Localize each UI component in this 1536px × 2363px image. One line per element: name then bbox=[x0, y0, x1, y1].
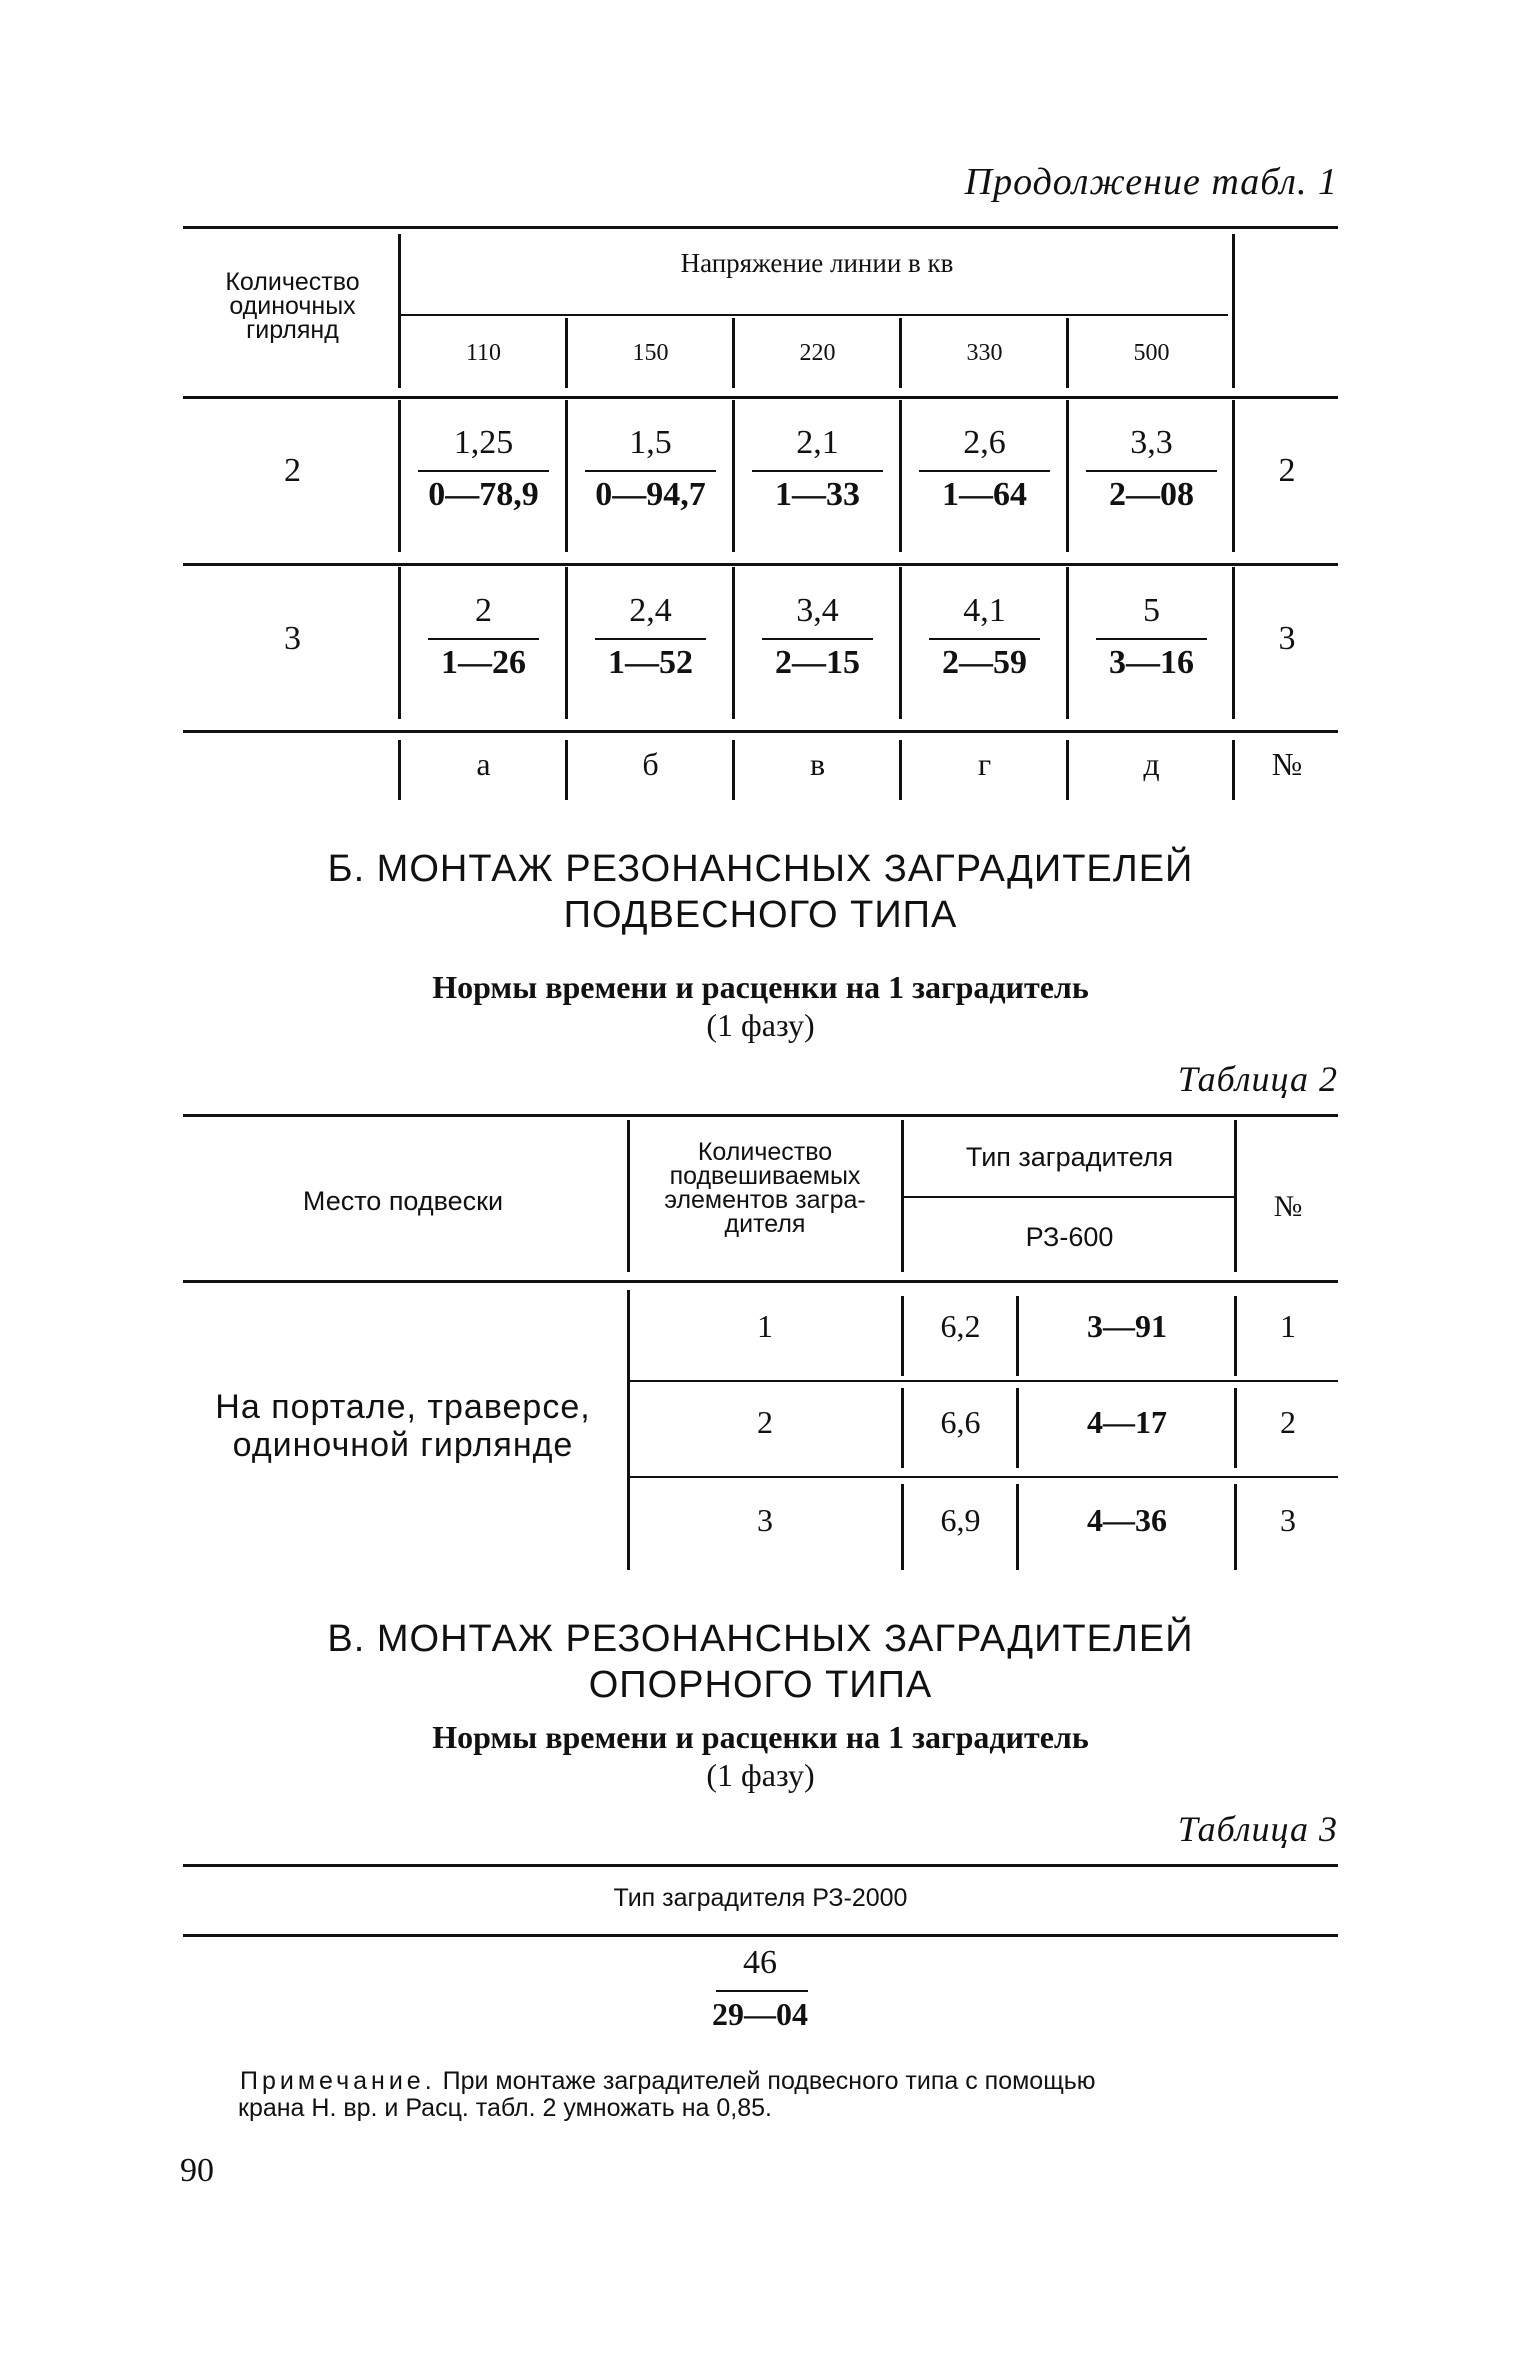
table1-letter-b: б bbox=[642, 746, 659, 782]
page-number: 90 bbox=[180, 2152, 214, 2189]
table2-col-count: Количество подвешиваемых элементов загра- дителя bbox=[664, 1138, 866, 1238]
table1-letter-d: д bbox=[1143, 746, 1160, 782]
table2-row2-norm: 6,6 bbox=[940, 1404, 981, 1440]
sectionB-subtitle: Нормы времени и расценки на 1 заградитель (1 фазу) bbox=[432, 969, 1089, 1043]
table2-vrule bbox=[901, 1120, 904, 1272]
note bbox=[240, 2068, 1340, 2121]
table2-vrule bbox=[1016, 1388, 1019, 1468]
table1-vrule bbox=[1232, 567, 1235, 719]
table1-vrule bbox=[899, 740, 902, 800]
table1-r2c5-rate: 3—16 bbox=[1109, 644, 1194, 681]
table1-vrule bbox=[1066, 567, 1069, 719]
table2-row3-norm: 6,9 bbox=[940, 1502, 981, 1538]
table1-num-label: № bbox=[1271, 746, 1303, 782]
table1-row-rule bbox=[183, 563, 1338, 566]
table2-row3-rate: 4—36 bbox=[1087, 1502, 1167, 1538]
table1-vrule bbox=[398, 234, 401, 388]
table2-vrule bbox=[627, 1290, 630, 1570]
table2-vrule bbox=[1016, 1484, 1019, 1570]
table1-voltage-150: 150 bbox=[632, 340, 669, 366]
table2-vrule bbox=[1234, 1484, 1237, 1570]
table1-header-rule bbox=[183, 396, 1338, 399]
table1-row2-count: 3 bbox=[284, 620, 301, 657]
table1-r2c1-rate: 1—26 bbox=[441, 644, 526, 681]
table1-vrule bbox=[1066, 740, 1069, 800]
table2-vrule bbox=[1234, 1296, 1237, 1376]
table2-vrule bbox=[1016, 1296, 1019, 1376]
table2-label: Таблица 2 bbox=[1177, 1059, 1338, 1099]
table2-header-rule bbox=[183, 1280, 1338, 1283]
table1-r2c4-rate: 2—59 bbox=[942, 644, 1027, 681]
table3-header: Тип заградителя РЗ-2000 bbox=[613, 1884, 908, 1912]
table1-vrule bbox=[732, 740, 735, 800]
table1-vrule bbox=[1066, 318, 1069, 388]
table2-vrule bbox=[901, 1296, 904, 1376]
table1-vrule bbox=[565, 567, 568, 719]
table1-r2c1-norm: 2 bbox=[475, 592, 492, 629]
table1-r1c5-norm: 3,3 bbox=[1130, 424, 1173, 461]
sectionV-title: В. МОНТАЖ РЕЗОНАНСНЫХ ЗАГРАДИТЕЛЕЙ ОПОРНОГО ТИПА bbox=[327, 1618, 1194, 1706]
table1-fraction-bar bbox=[428, 638, 539, 640]
note-label: Примечание. bbox=[240, 2067, 436, 2095]
table1-row2-num: 3 bbox=[1278, 620, 1296, 657]
continuation-label: Продолжение табл. 1 bbox=[964, 161, 1338, 203]
table2-row1-norm: 6,2 bbox=[940, 1308, 981, 1344]
table1-vrule bbox=[398, 400, 401, 552]
table3-norm: 46 bbox=[743, 1944, 777, 1981]
table1-r2c4-norm: 4,1 bbox=[963, 592, 1006, 629]
table2-row1-rate: 3—91 bbox=[1087, 1308, 1167, 1344]
table1-vrule bbox=[899, 567, 902, 719]
table2-row-rule bbox=[630, 1380, 1338, 1382]
table1-letter-g: г bbox=[977, 746, 992, 782]
table2-vrule bbox=[627, 1120, 630, 1272]
table2-row1-num: 1 bbox=[1280, 1308, 1296, 1344]
table1-fraction-bar bbox=[919, 470, 1050, 472]
table2-place: На портале, траверсе, одиночной гирлянде bbox=[215, 1388, 591, 1464]
table2-top-rule bbox=[183, 1114, 1338, 1117]
table2-row3-num: 3 bbox=[1280, 1502, 1296, 1538]
table1-letter-v: в bbox=[809, 746, 826, 782]
table1-voltage-header: Напряжение линии в кв bbox=[680, 248, 954, 278]
table2-vrule bbox=[1234, 1120, 1237, 1272]
table1-r1c2-rate: 0—94,7 bbox=[595, 476, 706, 513]
table1-voltage-110: 110 bbox=[465, 340, 502, 366]
table2-row2-num: 2 bbox=[1280, 1404, 1296, 1440]
table1-r2c2-rate: 1—52 bbox=[608, 644, 693, 681]
table1-voltage-220: 220 bbox=[799, 340, 836, 366]
table1-row1-count: 2 bbox=[284, 452, 301, 489]
table1-r2c3-norm: 3,4 bbox=[796, 592, 839, 629]
table2-col-type: Тип заградителя bbox=[965, 1142, 1174, 1172]
table3-fraction-bar bbox=[716, 1990, 808, 1992]
table1-subheader-rule bbox=[400, 314, 1228, 316]
table1-vrule bbox=[732, 318, 735, 388]
table1-vrule bbox=[732, 400, 735, 552]
table2-row2-rate: 4—17 bbox=[1087, 1404, 1167, 1440]
table3-header-rule bbox=[183, 1934, 1338, 1937]
table1-vrule bbox=[899, 400, 902, 552]
table1-vrule bbox=[565, 318, 568, 388]
table2-row3-count: 3 bbox=[757, 1502, 773, 1538]
table2-subheader-rule bbox=[904, 1196, 1234, 1198]
table1-fraction-bar bbox=[1086, 470, 1217, 472]
table1-fraction-bar bbox=[585, 470, 716, 472]
table1-vrule bbox=[565, 740, 568, 800]
table2-col-type-value: РЗ-600 bbox=[1025, 1222, 1114, 1252]
table1-r1c3-rate: 1—33 bbox=[775, 476, 860, 513]
table2-vrule bbox=[901, 1484, 904, 1570]
table1-r1c4-rate: 1—64 bbox=[942, 476, 1027, 513]
table1-fraction-bar bbox=[418, 470, 549, 472]
table1-r1c1-rate: 0—78,9 bbox=[428, 476, 539, 513]
table2-vrule bbox=[901, 1388, 904, 1468]
table2-row1-count: 1 bbox=[757, 1308, 773, 1344]
table1-r1c5-rate: 2—08 bbox=[1109, 476, 1194, 513]
table1-r1c2-norm: 1,5 bbox=[629, 424, 672, 461]
table2-row-rule bbox=[630, 1476, 1338, 1478]
table1-voltage-330: 330 bbox=[966, 340, 1003, 366]
table1-vrule bbox=[899, 318, 902, 388]
table1-fraction-bar bbox=[762, 638, 873, 640]
note-text-1: При монтаже заградителей подвесного типа с помощью bbox=[435, 2067, 1096, 2095]
table1-r2c2-norm: 2,4 bbox=[629, 592, 672, 629]
table2-col-place: Место подвески bbox=[302, 1186, 504, 1216]
table1-vrule bbox=[732, 567, 735, 719]
table1-r2c5-norm: 5 bbox=[1143, 592, 1160, 629]
table1-vrule bbox=[398, 567, 401, 719]
table1-r2c3-rate: 2—15 bbox=[775, 644, 860, 681]
table1-bottom-rule bbox=[183, 730, 1338, 733]
table2-vrule bbox=[1234, 1388, 1237, 1468]
table1-vrule bbox=[565, 400, 568, 552]
table1-top-rule bbox=[183, 226, 1338, 229]
table1-letter-a: а bbox=[476, 746, 491, 782]
table1-fraction-bar bbox=[752, 470, 883, 472]
table1-voltage-500: 500 bbox=[1133, 340, 1170, 366]
table1-row-header: Количество одиночных гирлянд bbox=[225, 268, 360, 344]
note-text-2: крана Н. вр. и Расц. табл. 2 умножать на 0,85. bbox=[238, 2094, 772, 2122]
table2-num-label: № bbox=[1273, 1190, 1303, 1223]
table1-row1-num: 2 bbox=[1278, 452, 1296, 489]
table1-r1c3-norm: 2,1 bbox=[796, 424, 839, 461]
table1-vrule bbox=[1066, 400, 1069, 552]
table1-fraction-bar bbox=[1096, 638, 1207, 640]
table3-top-rule bbox=[183, 1864, 1338, 1867]
table1-r1c4-norm: 2,6 bbox=[963, 424, 1006, 461]
sectionB-title: Б. МОНТАЖ РЕЗОНАНСНЫХ ЗАГРАДИТЕЛЕЙ ПОДВЕСНОГО ТИПА bbox=[327, 848, 1194, 936]
table1-vrule bbox=[398, 740, 401, 800]
table2-row2-count: 2 bbox=[757, 1404, 773, 1440]
table3-label: Таблица 3 bbox=[1177, 1809, 1338, 1849]
table1-r1c1-norm: 1,25 bbox=[453, 424, 514, 461]
table1-fraction-bar bbox=[595, 638, 706, 640]
table1-fraction-bar bbox=[929, 638, 1040, 640]
table3-rate: 29—04 bbox=[712, 1996, 808, 2032]
sectionV-subtitle: Нормы времени и расценки на 1 заградитель (1 фазу) bbox=[432, 1719, 1089, 1793]
